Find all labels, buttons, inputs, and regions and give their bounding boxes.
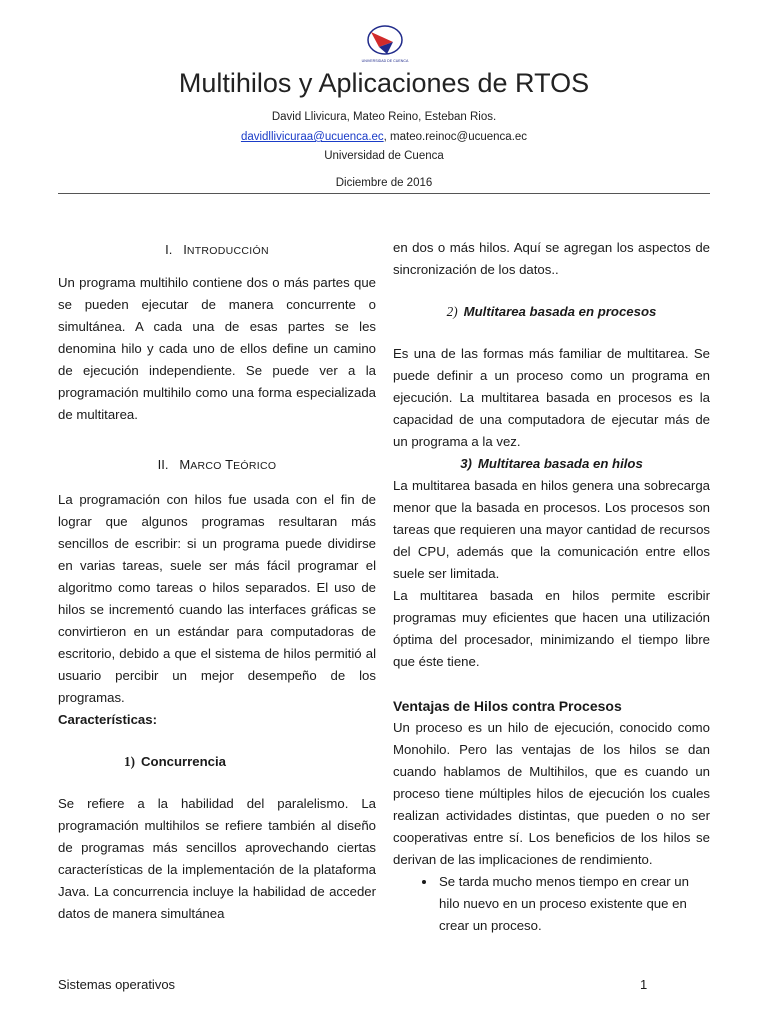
date: Diciembre de 2016 <box>335 177 433 189</box>
section-initial: I <box>183 242 187 257</box>
subheading-title: Multitarea basada en hilos <box>477 456 643 471</box>
right-column <box>393 230 710 937</box>
authors: David Llivicura, Mateo Reino, Esteban Rios. <box>271 111 497 123</box>
list-item: • Se tarda mucho menos tiempo en crear un hilo nuevo en un proceso existente que en crear un proceso. <box>437 871 710 937</box>
section-title-rest: NTRODUCCIÓN <box>186 245 269 257</box>
subheading-title: Concurrencia <box>141 754 227 769</box>
university: Universidad de Cuenca <box>324 150 444 162</box>
caracteristicas-heading: Características: <box>58 712 157 727</box>
emails <box>0 131 768 143</box>
logo-text: UNIVERSIDAD DE CUENCA <box>361 59 409 63</box>
page-number: 1 <box>640 977 648 992</box>
subheading-number: 1) <box>124 754 135 769</box>
page-title: Multihilos y Aplicaciones de RTOS <box>178 68 590 98</box>
university-logo <box>357 20 413 68</box>
section-title-rest: EÓRICO <box>233 460 277 472</box>
ventajas-paragraph: Un proceso es un hilo de ejecución, conocido como Monohilo. Pero las ventajas de los hilos se dan cuando hablamos de Multihilos, que es cuando un proceso tiene múltiples hilos de ejecución los cuales realizan actividades distintas, que pueden o no ser cooperativas entre sí. Los beneficios de los hilos se derivan de las implicaciones de rendimiento. <box>393 720 710 867</box>
section-heading-marco-teorico <box>58 454 376 477</box>
subheading-concurrencia <box>58 751 376 773</box>
university-logo-icon <box>357 20 413 68</box>
continued-paragraph: en dos o más hilos. Aquí se agregan los aspectos de sincronización de los datos.. <box>393 240 710 277</box>
intro-paragraph: Un programa multihilo contiene dos o más partes que se pueden ejecutar de manera concurrente o simultánea. A cada una de esas partes se les denomina hilo y cada uno de ellos define un camino de ejecución independiente. Se puede ver a la programación multihilo como una forma especializada de multitarea. <box>58 275 376 422</box>
section-number: I. <box>165 242 173 257</box>
section-title-rest: ARCO <box>190 460 222 472</box>
footer-course: Sistemas operativos <box>58 977 176 992</box>
email-link[interactable]: davidllivicuraa@ucuenca.ec <box>240 131 384 143</box>
subheading-title: Multitarea basada en procesos <box>463 304 657 319</box>
subheading-multitarea-hilos <box>393 453 710 475</box>
section-number: II. <box>157 457 169 472</box>
hilos-paragraph-2: La multitarea basada en hilos permite escribir programas muy eficientes que hacen una utilización óptima del procesador, minimizando el tiempo libre que éste tiene. <box>393 588 710 669</box>
marco-paragraph: La programación con hilos fue usada con el fin de lograr que algunos programas resultaran más sencillos de escribir: si un programa puede dividirse en varias tareas, suele ser más fácil programar el algoritmo como tareas o hilos separados. El uso de hilos se incrementó cuando las interfaces gráficas se convirtieron en un estándar para computadoras de escritorio, debido a que el sistema de hilos permitió al usuario percibir un mejor desempeño de los programas. <box>58 492 376 705</box>
left-column <box>58 230 376 925</box>
procesos-paragraph: Es una de las formas más familiar de multitarea. Se puede definir a un proceso como un programa en ejecución. La multitarea basada en procesos es la capacidad de una computadora de ejecutar más de un programa a la vez. <box>393 346 710 449</box>
section-initial: T <box>225 457 234 472</box>
section-initial: M <box>179 457 191 472</box>
concurrencia-paragraph: Se refiere a la habilidad del paralelismo. La programación multihilos se refiere también al diseño de programas más sencillos aprovechando ciertas características de la implementación de la plataforma Java. La concurrencia incluye la habilidad de acceder datos de manera simultánea <box>58 796 376 921</box>
benefits-list <box>393 871 710 937</box>
subheading-number: 2) <box>446 304 458 319</box>
email-rest: , mateo.reinoc@ucuenca.ec <box>383 131 528 143</box>
ventajas-heading: Ventajas de Hilos contra Procesos <box>393 698 622 714</box>
hilos-paragraph-1: La multitarea basada en hilos genera una sobrecarga menor que la basada en procesos. Los procesos son tareas que requieren una mayor cantidad de recursos del CPU, además que la comunicación entre ellos suele ser limitada. <box>393 478 710 581</box>
subheading-multitarea-procesos <box>393 301 710 323</box>
subheading-number: 3) <box>460 456 472 471</box>
section-heading-introduccion <box>58 239 376 262</box>
header-divider <box>58 193 710 194</box>
